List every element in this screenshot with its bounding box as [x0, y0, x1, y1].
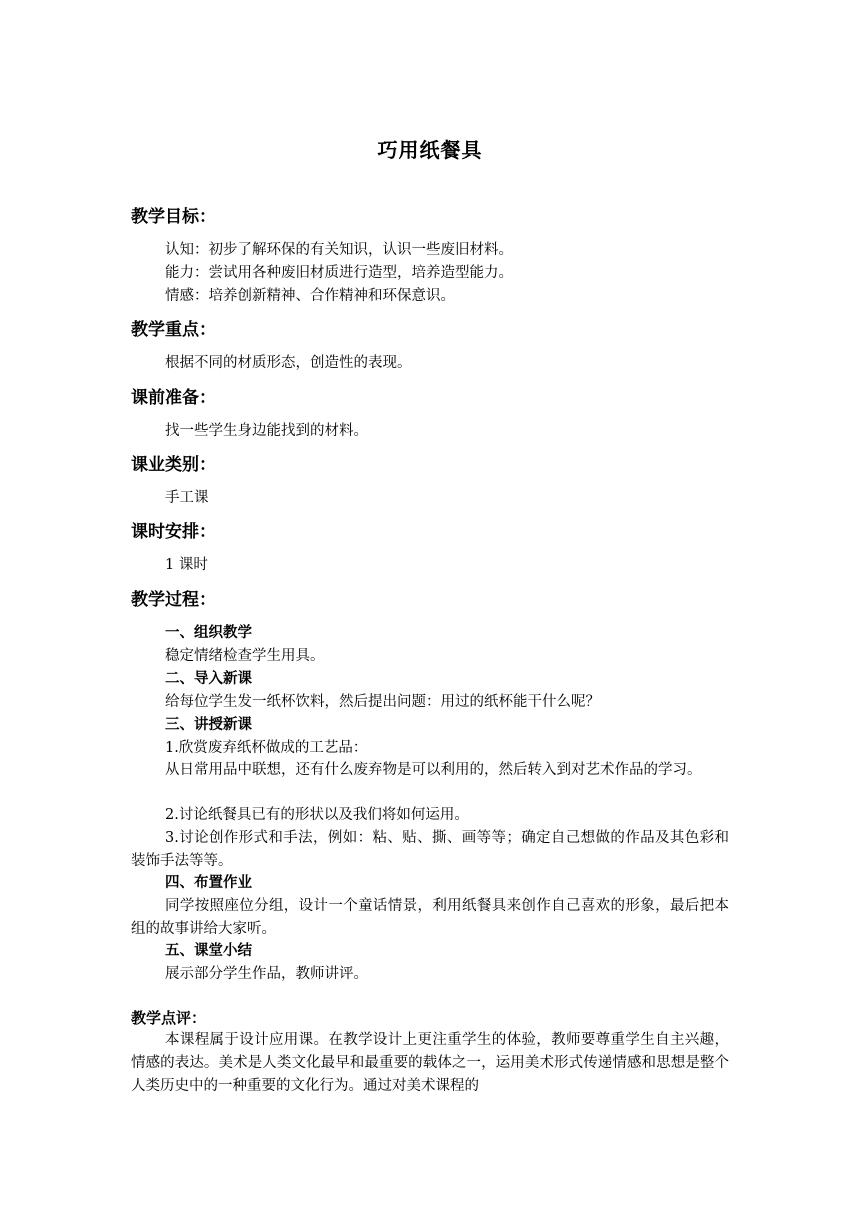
process-section-4-title: 四、布置作业 — [165, 875, 252, 891]
process-section-1-title: 一、组织教学 — [165, 625, 252, 641]
document-title: 巧用纸餐具 — [377, 138, 483, 162]
objectives-heading: 教学目标： — [131, 207, 216, 227]
schedule-heading: 课时安排： — [131, 522, 216, 542]
process-section-1-text: 稳定情绪检查学生用具。 — [165, 648, 325, 664]
category-text: 手工课 — [165, 490, 209, 506]
review-heading: 教学点评： — [131, 1009, 207, 1027]
focus-text: 根据不同的材质形态，创造性的表现。 — [165, 355, 412, 371]
objective-ability: 能力：尝试用各种废旧材质进行造型，培养造型能力。 — [165, 265, 513, 281]
schedule-text: 1 课时 — [165, 557, 208, 573]
preparation-heading: 课前准备： — [131, 388, 216, 408]
process-section-5-text: 展示部分学生作品，教师讲评。 — [165, 966, 368, 982]
process-section-2-title: 二、导入新课 — [165, 671, 252, 687]
process-section-5-title: 五、课堂小结 — [165, 943, 252, 959]
review-text: 本课程属于设计应用课。在教学设计上更注重学生的体验，教师要尊重学生自主兴趣，情感的表达。美术是人类文化最早和最重要的载体之一，运用美术形式传递情感和思想是整个人类历史中的一种重要的文化行为。通过对美术课程的 — [131, 1032, 729, 1094]
process-section-3-item-1: 1.欣赏废弃纸杯做成的工艺品： — [165, 740, 368, 756]
objective-cognition: 认知：初步了解环保的有关知识，认识一些废旧材料。 — [165, 242, 513, 258]
process-section-3-item-2: 2.讨论纸餐具已有的形状以及我们将如何运用。 — [165, 807, 469, 823]
process-section-4-text: 同学按照座位分组，设计一个童话情景，利用纸餐具来创作自己喜欢的形象，最后把本组的故事讲给大家听。 — [131, 898, 729, 937]
process-heading: 教学过程： — [131, 590, 216, 610]
process-section-3-title: 三、讲授新课 — [165, 717, 252, 733]
category-heading: 课业类别： — [131, 455, 216, 475]
process-section-3-item-3: 3.讨论创作形式和手法，例如：粘、贴、撕、画等等；确定自己想做的作品及其色彩和装饰手法等等。 — [131, 830, 729, 869]
objective-emotion: 情感：培养创新精神、合作精神和环保意识。 — [165, 288, 455, 304]
preparation-text: 找一些学生身边能找到的材料。 — [165, 423, 368, 439]
process-section-3-item-1-detail: 从日常用品中联想，还有什么废弃物是可以利用的，然后转入到对艺术作品的学习。 — [165, 762, 702, 778]
process-section-2-text: 给每位学生发一纸杯饮料，然后提出问题：用过的纸杯能干什么呢？ — [165, 694, 600, 710]
focus-heading: 教学重点： — [131, 320, 216, 340]
